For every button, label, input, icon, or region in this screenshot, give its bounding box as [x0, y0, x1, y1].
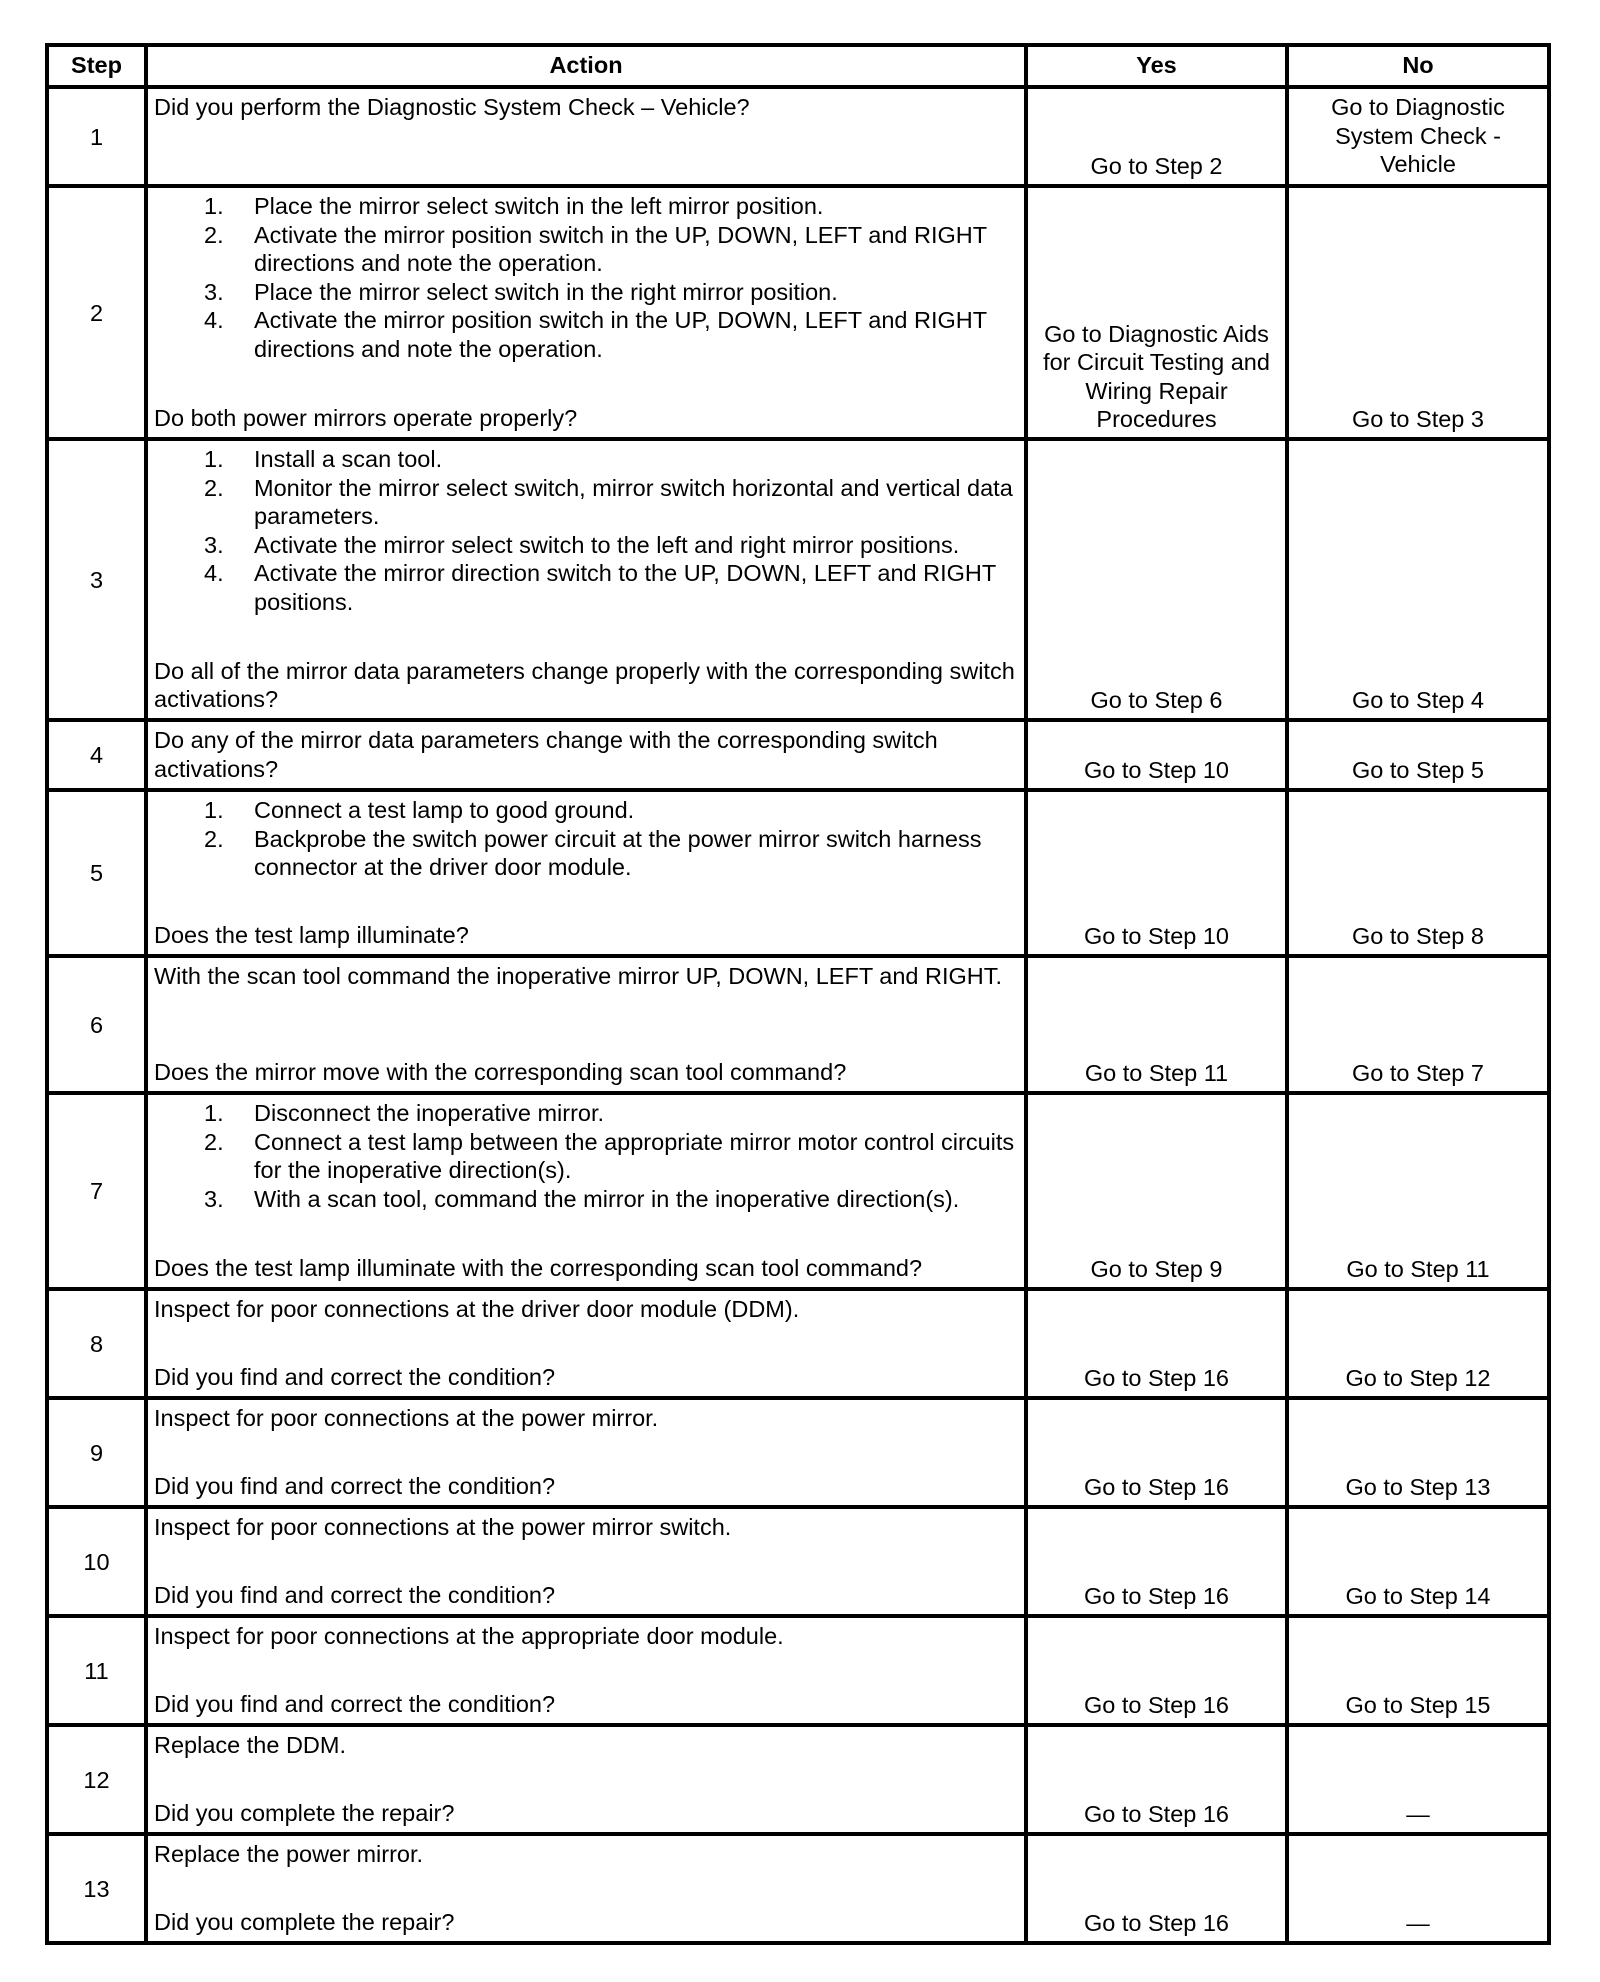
instruction-text: Backprobe the switch power circuit at the power mirror switch harness connector at the driver door module. [254, 825, 982, 881]
instruction-text: Install a scan tool. [254, 446, 443, 472]
action-question: Did you complete the repair? [154, 1800, 455, 1827]
action-content [154, 192, 1018, 433]
instruction-list [154, 192, 1018, 364]
table-row [47, 87, 1549, 186]
instruction-item [154, 278, 1018, 307]
instruction-item [154, 221, 1018, 278]
action-cell [146, 186, 1026, 439]
instruction-text: Connect a test lamp between the appropriate mirror motor control circuits for the inoperative direction(s). [254, 1128, 1015, 1184]
action-question: Do all of the mirror data parameters change properly with the corresponding switch activations? [154, 657, 1015, 713]
header-no: No [1287, 45, 1549, 87]
instruction-item [154, 531, 1018, 560]
no-result: — [1287, 1725, 1549, 1834]
action-text: With the scan tool command the inoperative mirror UP, DOWN, LEFT and RIGHT. [154, 963, 1003, 989]
table-header-row [47, 45, 1549, 87]
table-row [47, 439, 1549, 720]
step-number: 1 [47, 87, 146, 186]
table-row [47, 790, 1549, 956]
action-question: Does the test lamp illuminate with the corresponding scan tool command? [154, 1255, 923, 1282]
no-result: Go to Step 13 [1287, 1398, 1549, 1507]
step-number: 10 [47, 1507, 146, 1616]
instruction-number: 1. [204, 193, 224, 219]
instruction-text: With a scan tool, command the mirror in the inoperative direction(s). [254, 1185, 960, 1212]
instruction-text: Activate the mirror position switch in the UP, DOWN, LEFT and RIGHT directions and note the operation. [254, 307, 987, 362]
instruction-item [154, 445, 1018, 474]
diagnostic-table [45, 43, 1551, 1945]
instruction-number: 2. [204, 825, 224, 852]
yes-result: Go to Step 10 [1026, 790, 1287, 956]
instruction-number: 3. [204, 1185, 224, 1212]
instruction-item [154, 1185, 1018, 1214]
instruction-number: 1. [204, 797, 224, 823]
step-number: 7 [47, 1093, 146, 1289]
action-text: Inspect for poor connections at the driver door module (DDM). [154, 1296, 800, 1322]
yes-result: Go to Step 16 [1026, 1725, 1287, 1834]
action-cell [146, 87, 1026, 186]
instruction-text: Monitor the mirror select switch, mirror switch horizontal and vertical data parameters. [254, 474, 1013, 530]
yes-result: Go to Step 9 [1026, 1093, 1287, 1289]
action-content [154, 445, 1018, 714]
no-result: Go to Step 8 [1287, 790, 1549, 956]
instruction-item [154, 192, 1018, 221]
step-number: 5 [47, 790, 146, 956]
action-content [154, 1840, 1018, 1937]
yes-result: Go to Diagnostic Aids for Circuit Testing and Wiring Repair Procedures [1026, 186, 1287, 439]
instruction-text: Activate the mirror select switch to the left and right mirror positions. [254, 531, 960, 558]
instruction-number: 4. [204, 307, 224, 334]
action-question: Does the test lamp illuminate? [154, 922, 469, 949]
no-result: Go to Step 14 [1287, 1507, 1549, 1616]
action-text: Did you perform the Diagnostic System Check – Vehicle? [154, 94, 750, 120]
table-row [47, 720, 1549, 790]
no-result: Go to Step 7 [1287, 956, 1549, 1093]
step-number: 8 [47, 1289, 146, 1398]
instruction-item [154, 825, 1018, 882]
instruction-list [154, 1099, 1018, 1213]
action-text: Do any of the mirror data parameters change with the corresponding switch activations? [154, 727, 938, 782]
step-number: 3 [47, 439, 146, 720]
table-row [47, 956, 1549, 1093]
yes-result: Go to Step 16 [1026, 1507, 1287, 1616]
action-cell [146, 790, 1026, 956]
action-content [154, 1404, 1018, 1501]
instruction-number: 4. [204, 560, 224, 587]
table-row [47, 1507, 1549, 1616]
action-content [154, 93, 1018, 180]
instruction-item [154, 1099, 1018, 1128]
no-result: — [1287, 1834, 1549, 1943]
instruction-text: Place the mirror select switch in the left mirror position. [254, 193, 824, 219]
action-question: Did you find and correct the condition? [154, 1364, 556, 1391]
step-number: 2 [47, 186, 146, 439]
action-question: Do both power mirrors operate properly? [154, 405, 578, 432]
instruction-number: 2. [204, 474, 224, 501]
instruction-text: Connect a test lamp to good ground. [254, 797, 635, 823]
step-number: 9 [47, 1398, 146, 1507]
no-result: Go to Diagnostic System Check - Vehicle [1287, 87, 1549, 186]
instruction-item [154, 306, 1018, 363]
instruction-text: Activate the mirror position switch in the UP, DOWN, LEFT and RIGHT directions and note the operation. [254, 221, 987, 277]
no-result: Go to Step 3 [1287, 186, 1549, 439]
table-row [47, 1289, 1549, 1398]
action-text: Inspect for poor connections at the power mirror. [154, 1405, 659, 1431]
action-text: Inspect for poor connections at the power mirror switch. [154, 1514, 732, 1540]
action-content [154, 726, 1018, 784]
step-number: 4 [47, 720, 146, 790]
table-row [47, 1725, 1549, 1834]
instruction-number: 1. [204, 1100, 224, 1126]
action-content [154, 796, 1018, 950]
instruction-text: Disconnect the inoperative mirror. [254, 1100, 605, 1126]
action-content [154, 1513, 1018, 1610]
step-number: 11 [47, 1616, 146, 1725]
action-cell [146, 1289, 1026, 1398]
action-cell [146, 1834, 1026, 1943]
instruction-item [154, 1128, 1018, 1185]
instruction-number: 3. [204, 278, 224, 305]
action-content [154, 1622, 1018, 1719]
table-row [47, 186, 1549, 439]
header-action: Action [146, 45, 1026, 87]
action-content [154, 1099, 1018, 1283]
action-cell [146, 1616, 1026, 1725]
table-body [47, 87, 1549, 1943]
yes-result: Go to Step 16 [1026, 1616, 1287, 1725]
action-text: Replace the DDM. [154, 1732, 346, 1758]
yes-result: Go to Step 2 [1026, 87, 1287, 186]
no-result: Go to Step 15 [1287, 1616, 1549, 1725]
step-number: 12 [47, 1725, 146, 1834]
action-question: Did you find and correct the condition? [154, 1473, 556, 1500]
instruction-item [154, 796, 1018, 825]
instruction-item [154, 559, 1018, 616]
instruction-number: 3. [204, 531, 224, 558]
table-row [47, 1398, 1549, 1507]
yes-result: Go to Step 11 [1026, 956, 1287, 1093]
action-question: Did you complete the repair? [154, 1909, 455, 1936]
action-cell [146, 1507, 1026, 1616]
action-content [154, 1731, 1018, 1828]
header-yes: Yes [1026, 45, 1287, 87]
yes-result: Go to Step 16 [1026, 1834, 1287, 1943]
action-cell [146, 720, 1026, 790]
action-cell [146, 1398, 1026, 1507]
step-number: 13 [47, 1834, 146, 1943]
no-result: Go to Step 4 [1287, 439, 1549, 720]
yes-result: Go to Step 16 [1026, 1289, 1287, 1398]
action-text: Inspect for poor connections at the appropriate door module. [154, 1623, 784, 1649]
action-question: Does the mirror move with the corresponding scan tool command? [154, 1059, 847, 1086]
action-cell [146, 439, 1026, 720]
no-result: Go to Step 12 [1287, 1289, 1549, 1398]
action-question: Did you find and correct the condition? [154, 1582, 556, 1609]
instruction-item [154, 474, 1018, 531]
instruction-number: 1. [204, 446, 224, 472]
instruction-number: 2. [204, 1128, 224, 1155]
yes-result: Go to Step 16 [1026, 1398, 1287, 1507]
action-cell [146, 956, 1026, 1093]
instruction-text: Activate the mirror direction switch to the UP, DOWN, LEFT and RIGHT positions. [254, 560, 996, 615]
yes-result: Go to Step 10 [1026, 720, 1287, 790]
instruction-list [154, 796, 1018, 882]
action-cell [146, 1093, 1026, 1289]
no-result: Go to Step 11 [1287, 1093, 1549, 1289]
step-number: 6 [47, 956, 146, 1093]
action-content [154, 1295, 1018, 1392]
table-row [47, 1834, 1549, 1943]
instruction-text: Place the mirror select switch in the right mirror position. [254, 278, 838, 305]
instruction-list [154, 445, 1018, 617]
instruction-number: 2. [204, 221, 224, 248]
table-row [47, 1093, 1549, 1289]
action-question: Did you find and correct the condition? [154, 1691, 556, 1718]
yes-result: Go to Step 6 [1026, 439, 1287, 720]
action-content [154, 962, 1018, 1087]
action-text: Replace the power mirror. [154, 1841, 424, 1867]
header-step: Step [47, 45, 146, 87]
table-row [47, 1616, 1549, 1725]
action-cell [146, 1725, 1026, 1834]
no-result: Go to Step 5 [1287, 720, 1549, 790]
